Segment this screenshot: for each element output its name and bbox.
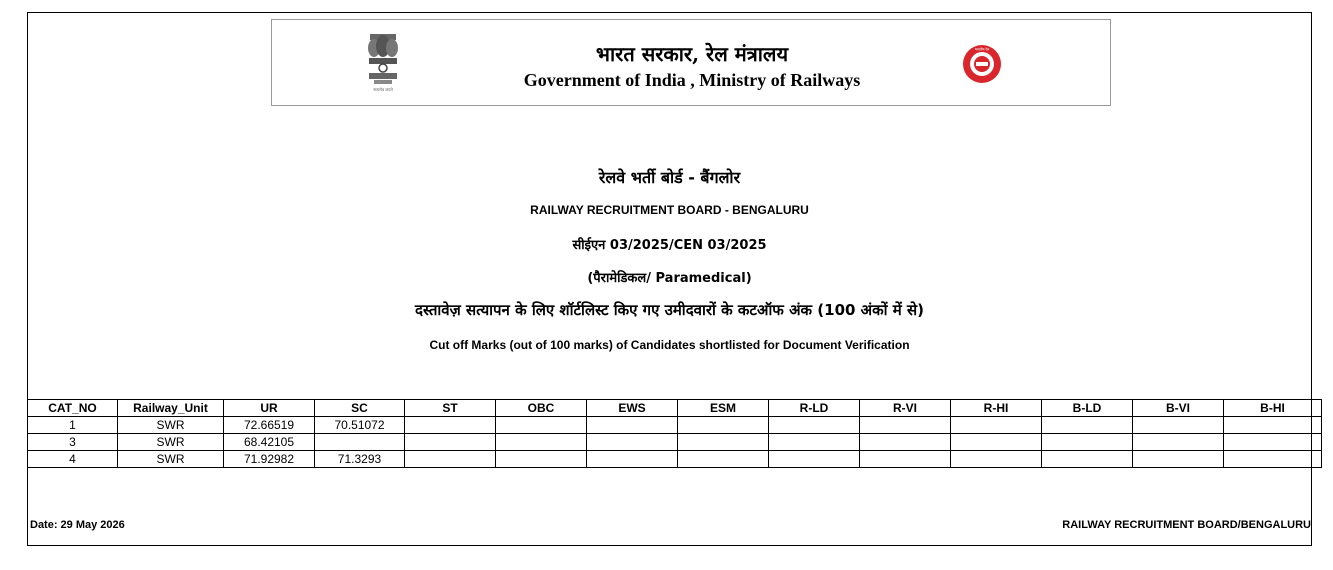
col-header-st: ST xyxy=(405,400,496,417)
table-cell xyxy=(1042,417,1133,434)
col-header-obc: OBC xyxy=(496,400,587,417)
table-cell xyxy=(1042,434,1133,451)
col-header-r-ld: R-LD xyxy=(769,400,860,417)
indian-railways-logo-icon xyxy=(962,44,1002,84)
col-header-railway-unit: Railway_Unit xyxy=(118,400,224,417)
table-cell xyxy=(860,417,951,434)
cutoff-table xyxy=(27,399,1322,468)
table-cell xyxy=(678,451,769,468)
table-cell xyxy=(951,417,1042,434)
table-cell xyxy=(860,451,951,468)
board-name-english: RAILWAY RECRUITMENT BOARD - BENGALURU xyxy=(530,203,809,217)
table-cell xyxy=(951,434,1042,451)
issue-date: Date: 29 May 2026 xyxy=(30,519,125,531)
ashoka-emblem-icon xyxy=(362,28,404,94)
col-header-b-ld: B-LD xyxy=(1042,400,1133,417)
table-cell: SWR xyxy=(118,417,224,434)
table-cell xyxy=(496,434,587,451)
table-cell: 68.42105 xyxy=(224,434,315,451)
col-header-cat-no: CAT_NO xyxy=(28,400,118,417)
table-cell: 70.51072 xyxy=(315,417,405,434)
table-row xyxy=(28,451,1322,468)
table-cell xyxy=(1133,451,1224,468)
table-cell: SWR xyxy=(118,451,224,468)
title-hindi: दस्तावेज़ सत्यापन के लिए शॉर्टलिस्ट किए गए उमीदवारों के कटऑफ अंक (100 अंकों में से) xyxy=(415,301,924,319)
col-header-r-vi: R-VI xyxy=(860,400,951,417)
table-cell xyxy=(951,451,1042,468)
table-cell xyxy=(678,434,769,451)
banner-english-title: Government of India , Ministry of Railways xyxy=(523,70,861,90)
table-cell xyxy=(1133,434,1224,451)
title-english: Cut off Marks (out of 100 marks) of Candidates shortlisted for Document Verification xyxy=(429,338,910,352)
table-cell xyxy=(405,451,496,468)
table-cell xyxy=(678,417,769,434)
header-banner xyxy=(271,19,1111,106)
table-cell xyxy=(496,417,587,434)
table-cell xyxy=(1224,417,1322,434)
emblem-motto: सत्यमेव जयते xyxy=(373,87,393,92)
table-cell xyxy=(315,434,405,451)
table-cell xyxy=(1042,451,1133,468)
table-cell xyxy=(860,434,951,451)
table-cell: SWR xyxy=(118,434,224,451)
col-header-sc: SC xyxy=(315,400,405,417)
table-cell: 72.66519 xyxy=(224,417,315,434)
table-cell: 4 xyxy=(28,451,118,468)
col-header-r-hi: R-HI xyxy=(951,400,1042,417)
col-header-b-hi: B-HI xyxy=(1224,400,1322,417)
board-name-hindi: रेलवे भर्ती बोर्ड - बैंगलोर xyxy=(598,168,741,187)
table-row xyxy=(28,417,1322,434)
category-heading: (पैरामेडिकल/ Paramedical) xyxy=(587,271,752,286)
table-cell: 71.92982 xyxy=(224,451,315,468)
table-cell xyxy=(1133,417,1224,434)
table-header-row xyxy=(28,400,1322,417)
table-cell xyxy=(587,434,678,451)
table-cell xyxy=(496,451,587,468)
table-cell: 1 xyxy=(28,417,118,434)
col-header-esm: ESM xyxy=(678,400,769,417)
table-cell xyxy=(1224,434,1322,451)
table-cell xyxy=(1224,451,1322,468)
col-header-ur: UR xyxy=(224,400,315,417)
table-cell xyxy=(769,417,860,434)
cen-number: सीईएन 03/2025/CEN 03/2025 xyxy=(572,238,767,253)
table-cell xyxy=(769,451,860,468)
col-header-ews: EWS xyxy=(587,400,678,417)
issuing-authority: RAILWAY RECRUITMENT BOARD/BENGALURU xyxy=(1062,519,1311,531)
table-cell xyxy=(587,417,678,434)
table-cell: 3 xyxy=(28,434,118,451)
table-cell xyxy=(587,451,678,468)
railways-logo-text: भारतीय रेल xyxy=(974,47,990,52)
table-row xyxy=(28,434,1322,451)
table-cell xyxy=(405,417,496,434)
table-cell: 71.3293 xyxy=(315,451,405,468)
table-cell xyxy=(405,434,496,451)
table-cell xyxy=(769,434,860,451)
col-header-b-vi: B-VI xyxy=(1133,400,1224,417)
banner-hindi-title: भारत सरकार, रेल मंत्रालय xyxy=(595,42,789,66)
